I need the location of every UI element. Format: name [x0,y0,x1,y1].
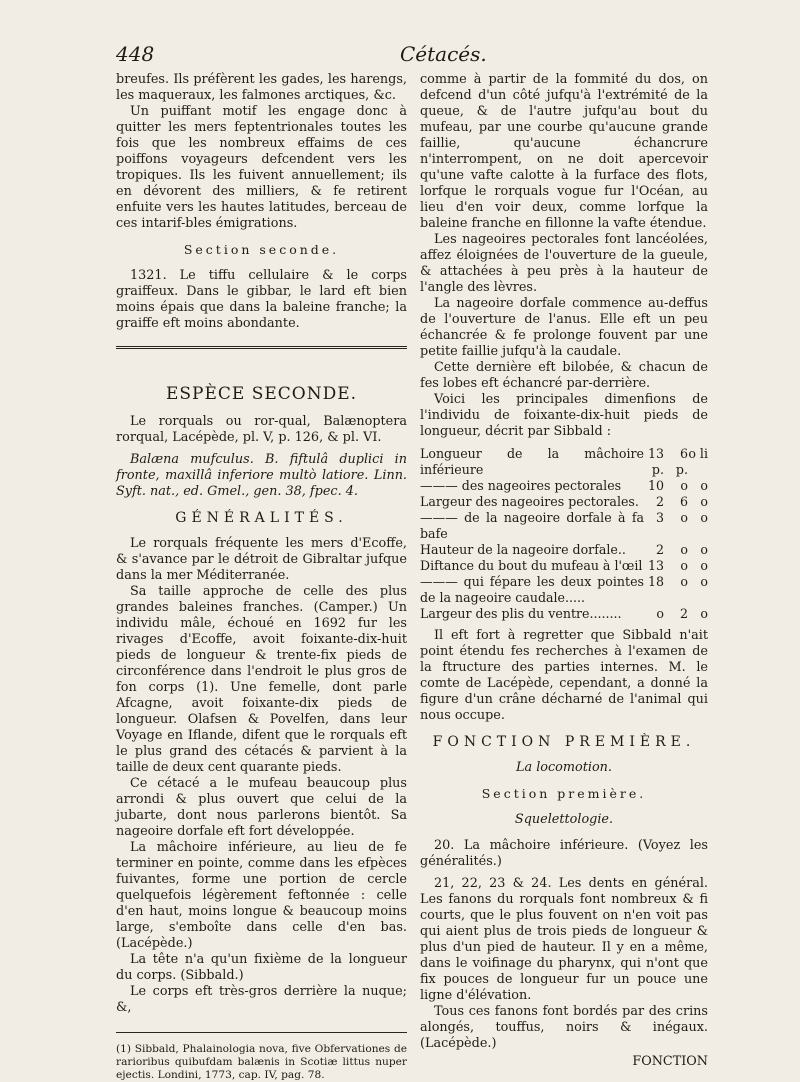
right-paragraph-9: Tous ces fanons font bordés par des crins alongés, touffus, noirs & inégaux. (Lacépède.) [420,1004,708,1051]
measure-value: o [680,558,688,573]
measure-value: o [680,542,688,557]
measure-value: 13 [647,558,664,573]
measure-value: o [700,558,708,573]
fonction-title: FONCTION PREMIÈRE. [432,734,696,750]
measure-label: ——— qui fépare les deux pointes de la nageoire caudale..... [420,574,644,605]
left-paragraph-9: La mâchoire inférieure, au lieu de fe terminer en pointe, comme dans les efpèces fuivantes, forme une portion de cercle quelquefois légèrement feftonnée : celle d'en haut, moins longue & beaucoup moins large, s'emboîte dans celle d'en bas. (Lacépède.) [116,840,407,951]
left-paragraph-5: Balæna mufculus. B. fiftulâ duplici in fronte, maxillâ inferiore multò latiore. Linn. Syft. nat., ed. Gmel., gen. 38, fpec. 4. [116,452,407,499]
right-paragraph-5: Voici les principales dimenfions de l'individu de foixante-dix-huit pieds de longueur, décrit par Sibbald : [420,392,708,439]
measure-value: o [700,494,708,509]
measure-label: Largeur des plis du ventre........ [420,606,622,621]
measurements-table [420,446,708,622]
measure-value: o [700,478,708,493]
running-head: Cétacés. [400,42,487,66]
measure-value: 18 [647,574,664,589]
measure-value: 6 [679,494,688,509]
left-paragraph-10: La tête n'a qu'un fixième de la longueur du corps. (Sibbald.) [116,952,407,983]
locomotion-title: La locomotion. [516,760,612,775]
left-paragraph-4: Le rorquals ou ror-qual, Balænoptera rorqual, Lacépède, pl. V, p. 126, & pl. VI. [116,414,407,445]
measure-value: 2 [655,542,664,557]
measure-value: 2 [655,494,664,509]
catchword: FONCTION [632,1054,708,1069]
measure-value: o [700,542,708,557]
right-paragraph-1: comme à partir de la fommité du dos, on defcend d'un côté jufqu'à l'extrémité de la queue, & de l'autre jufqu'au bout du mufeau, par une courbe qu'aucune grande faillie, qu'aucune échancrure n'interrompent, on ne doit apercevoir qu'une vafte calotte à la furface des flots, lorfque le rorquals vogue fur l'Océan, au lieu d'en voir deux, comme lorfque la baleine franche en fillonne la vafte étendue. [420,72,708,231]
measure-value: o [700,574,708,589]
rule-divider [116,346,407,364]
measure-value: o [700,606,708,621]
measure-value: o li [688,446,708,461]
right-column [420,72,708,1070]
measure-label: ——— de la nageoire dorfale à fa bafe [420,510,644,541]
page-number: 448 [116,42,155,66]
left-column [116,72,407,1082]
right-paragraph-4: Cette dernière eft bilobée, & chacun de fes lobes eft échancré par-derrière. [420,360,708,391]
left-paragraph-2: Un puiffant motif les engage donc à quitter les mers feptentrionales toutes les fois que les nombreux effaims de ces poiffons voyageurs defcendent vers les tropiques. Ils les fuivent annuellement; ils en dévorent des milliers, & fe retirent enfuite vers les hautes latitudes, berceau de ces intarif-bles émigrations. [116,104,407,231]
squelettologie-heading: Squelettologie. [514,812,614,827]
measure-value: 10 [647,478,664,493]
generalites-heading: GÉNÉRALITÉS. [175,510,348,526]
left-paragraph-3: 1321. Le tiffu cellulaire & le corps graiffeux. Dans le gibbar, le lard eft bien moins épais que dans la baleine franche; la graiffe eft moins abondante. [116,268,407,331]
measure-label: Hauteur de la nageoire dorfale.. [420,542,626,557]
left-paragraph-11: Le corps eft très-gros derrière la nuque; &, [116,984,407,1015]
espece-title: ESPÈCE SECONDE. [165,384,358,404]
measure-value: 6 p. [675,446,688,477]
footnote: (1) Sibbald, Phalainologia nova, five Obfervationes de rarioribus quibufdam balænis in Scotiæ littus nuper ejectis. Londini, 1773, cap. IV, pag. 78. [116,1043,407,1081]
footnote-rule [116,1032,407,1033]
left-paragraph-1: breufes. Ils préfèrent les gades, les harengs, les maqueraux, les falmones arctiques, &c. [116,72,407,103]
right-paragraph-7: 20. La mâchoire inférieure. (Voyez les généralités.) [420,838,708,869]
measure-value: 13 p. [647,446,664,477]
right-paragraph-8: 21, 22, 23 & 24. Les dents en général. Les fanons du rorquals font nombreux & fi courts, que le plus fouvent on n'en voit pas qui aient plus de trois pieds de longueur & plus d'un pied de hauteur. Il y en a même, dans le voifinage du pharynx, qui n'ont que fix pouces de longueur fur un pouce une ligne d'élévation. [420,876,708,1003]
left-paragraph-7: Sa taille approche de celle des plus grandes baleines franches. (Camper.) Un individu mâle, échoué en 1692 fur les rivages d'Ecoffe, avoit foixante-dix-huit pieds de longueur & trente-fix pieds de circonférence dans l'endroit le plus gros de fon corps (1). Une femelle, dont parle Afcagne, avoit foixante-dix pieds de longueur. Olafsen & Povelfen, dans leur Voyage en Iflande, difent que le rorquals eft le plus grand des cétacés & parvient à la taille de deux cent quarante pieds. [116,584,407,775]
measure-value: o [656,606,664,621]
measure-value: o [680,478,688,493]
measure-label: ——— des nageoires pectorales [420,478,622,493]
section-premiere-heading: Section première. [481,786,647,801]
measure-label: Diftance du bout du mufeau à l'œil [420,558,643,573]
measure-value: 3 [655,510,664,525]
measure-label: Largeur des nageoires pectorales. [420,494,639,509]
measure-label: Longueur de la mâchoire inférieure [420,446,644,477]
left-paragraph-8: Ce cétacé a le mufeau beaucoup plus arrondi & plus ouvert que celui de la jubarte, dont nous parlerons bientôt. Sa nageoire dorfale eft fort développée. [116,776,407,839]
measure-value: o [680,574,688,589]
measure-value: o [680,510,688,525]
measure-value: 2 [679,606,688,621]
section-heading-left: Section seconde. [183,242,340,257]
right-paragraph-2: Les nageoires pectorales font lancéolées, affez éloignées de l'ouverture de la gueule, & attachées à peu près à la hauteur de l'angle des lèvres. [420,232,708,295]
left-paragraph-6: Le rorquals fréquente les mers d'Ecoffe, & s'avance par le détroit de Gibraltar jufque dans la mer Méditerranée. [116,536,407,583]
right-paragraph-3: La nageoire dorfale commence au-deffus de l'ouverture de l'anus. Elle eft un peu échancrée & fe prolonge fouvent par une petite faillie jufqu'à la caudale. [420,296,708,359]
right-paragraph-6: Il eft fort à regretter que Sibbald n'ait point étendu fes recherches à l'examen de la ftructure des parties internes. M. le comte de Lacépède, cependant, a donné la figure d'un crâne décharné de l'animal qui nous occupe. [420,628,708,723]
measure-value: o [700,510,708,525]
